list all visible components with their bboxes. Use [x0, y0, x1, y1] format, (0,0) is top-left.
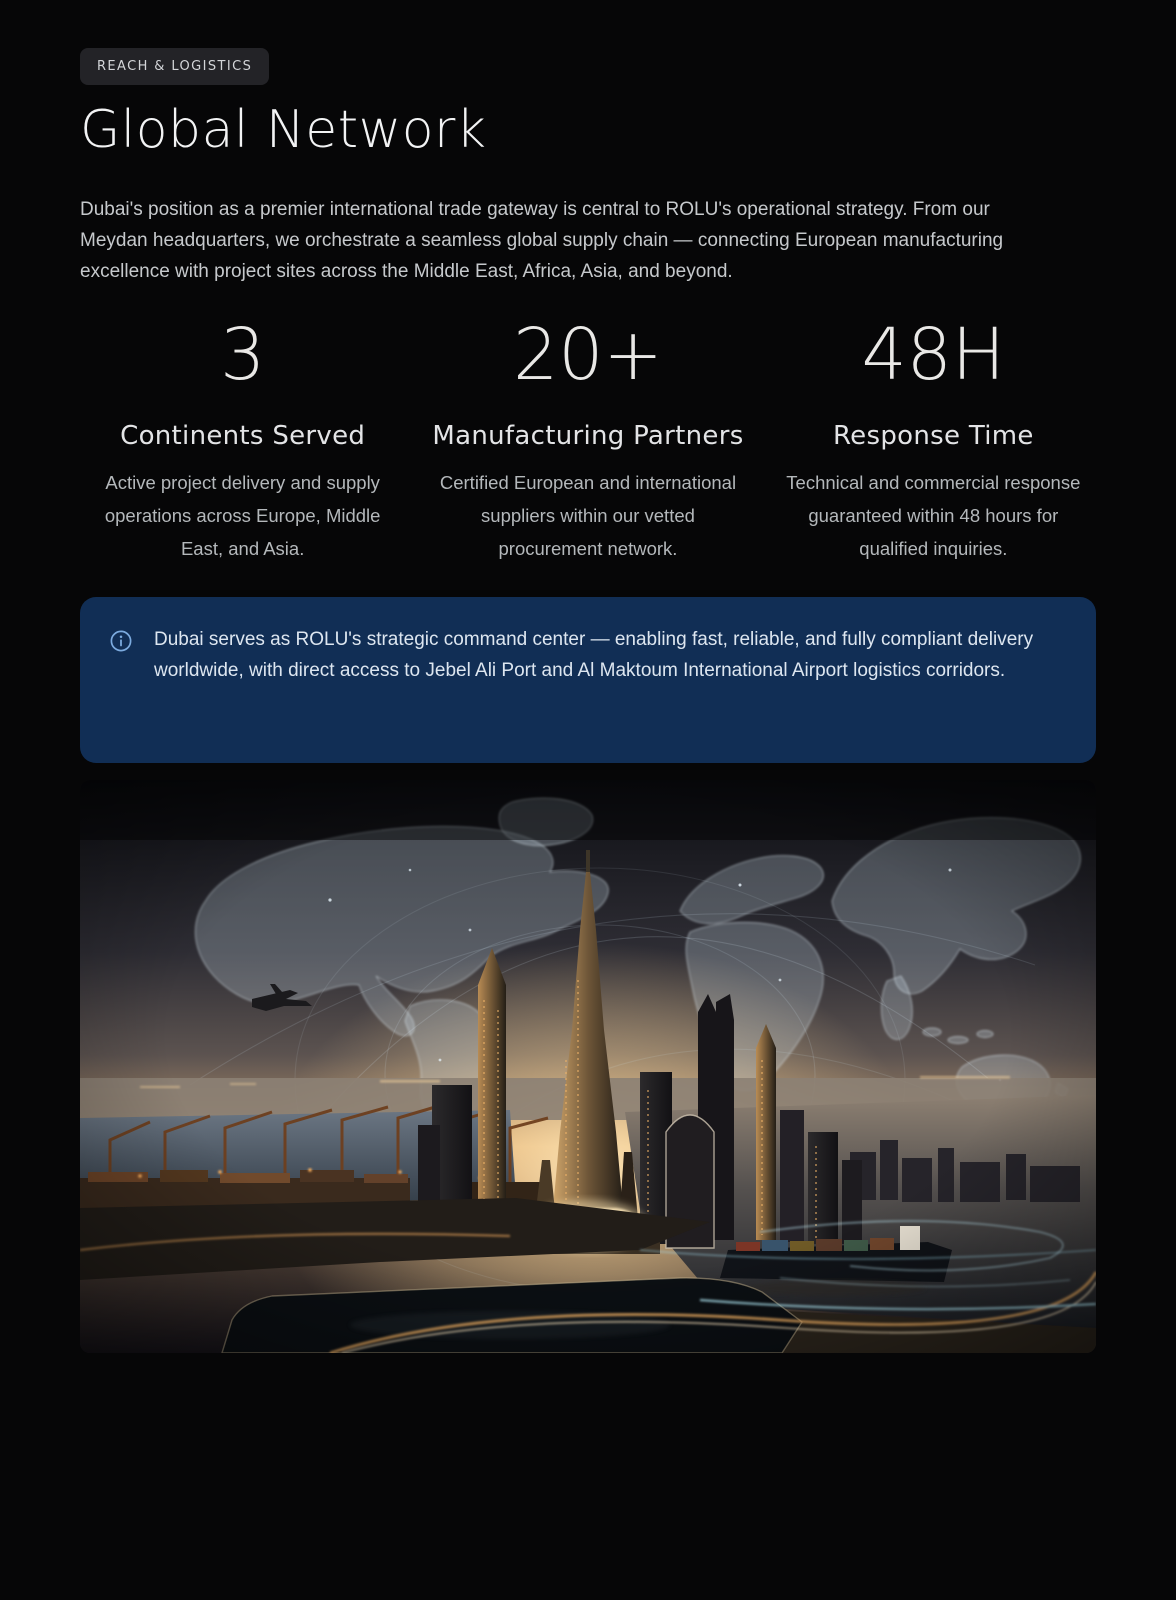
- stat-label: Response Time: [832, 421, 1034, 451]
- stats-row: [80, 313, 1096, 565]
- stat-description: Active project delivery and supply operations across Europe, Middle East, and Asia.: [104, 472, 381, 559]
- callout-text: Dubai serves as ROLU's strategic command center — enabling fast, reliable, and fully compliant delivery worldwide, with direct access to Jebel Ali Port and Al Maktoum International Airport logistics corridors.: [154, 629, 1034, 681]
- hero-image: [80, 780, 1096, 1353]
- stat-continents: [80, 313, 405, 565]
- vignette: [80, 780, 1096, 1353]
- stat-response-time: [771, 313, 1096, 565]
- info-callout: [80, 597, 1096, 763]
- stat-value: 20+: [513, 313, 663, 396]
- page-title: Global Network: [80, 100, 487, 160]
- stat-value: 48H: [861, 313, 1006, 396]
- stat-value: 3: [220, 313, 266, 396]
- dubai-skyline-illustration: [80, 780, 1096, 1353]
- stat-partners: [425, 313, 750, 565]
- stat-description: Technical and commercial response guaranteed within 48 hours for qualified inquiries.: [786, 472, 1081, 559]
- stat-label: Manufacturing Partners: [432, 421, 744, 451]
- intro-paragraph: Dubai's position as a premier international trade gateway is central to ROLU's operational strategy. From our Meydan headquarters, we orchestrate a seamless global supply chain — connecting European manufacturing excellence with project sites across the Middle East, Africa, Asia, and beyond.: [80, 199, 1004, 282]
- stat-label: Continents Served: [120, 421, 366, 451]
- global-network-section: [80, 0, 1096, 1353]
- info-icon: [110, 630, 132, 657]
- stat-description: Certified European and international suppliers within our vetted procurement network.: [439, 472, 737, 559]
- section-badge: REACH & LOGISTICS: [80, 48, 269, 85]
